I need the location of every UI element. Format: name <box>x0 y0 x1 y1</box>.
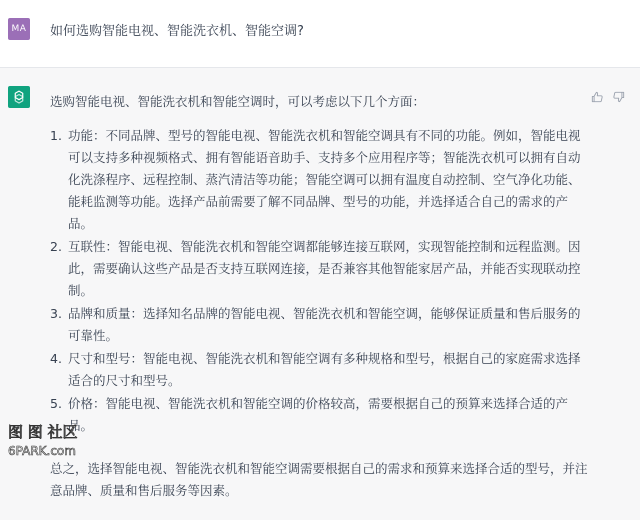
assistant-intro: 选购智能电视、智能洗衣机和智能空调时，可以考虑以下几个方面： <box>50 94 426 109</box>
user-message-row <box>0 0 640 68</box>
user-avatar: MA <box>8 18 30 40</box>
assistant-avatar <box>8 86 30 108</box>
list-item-text: 功能：不同品牌、型号的智能电视、智能洗衣机和智能空调具有不同的功能。例如，智能电视可以支持多种视频格式、拥有智能语音助手、支持多个应用程序等；智能洗衣机可以拥有自动化洗涤程序、远程控制、蒸汽清洁等功能；智能空调可以拥有温度自动控制、空气净化功能、能耗监测等功能。选择产品前需要了解不同品牌、型号的功能，并选择适合自己的需求的产品。 <box>68 128 581 231</box>
list-item-text: 品牌和质量：选择知名品牌的智能电视、智能洗衣机和智能空调，能够保证质量和售后服务的可靠性。 <box>68 306 581 343</box>
list-item-text: 价格：智能电视、智能洗衣机和智能空调的价格较高，需要根据自己的预算来选择合适的产品。 <box>68 396 569 433</box>
list-item-number: 3. <box>50 306 62 321</box>
list-item-number: 1. <box>50 128 62 143</box>
list-item-text: 尺寸和型号：智能电视、智能洗衣机和智能空调有多种规格和型号，根据自己的家庭需求选择适合的尺寸和型号。 <box>68 351 581 388</box>
assistant-summary: 总之，选择智能电视、智能洗衣机和智能空调需要根据自己的需求和预算来选择合适的型号，并注意品牌、质量和售后服务等因素。 <box>50 461 588 498</box>
assistant-list <box>50 125 590 438</box>
openai-logo-icon <box>11 89 27 105</box>
list-item-number: 2. <box>50 239 62 254</box>
thumbs-down-icon[interactable] <box>612 90 626 104</box>
list-item <box>50 236 590 302</box>
watermark-text: 图 图 社区 <box>8 423 78 441</box>
list-item-number: 4. <box>50 351 62 366</box>
assistant-message-row <box>0 68 640 520</box>
list-item-number: 5. <box>50 396 62 411</box>
list-item <box>50 348 590 392</box>
list-item <box>50 125 590 235</box>
feedback-buttons <box>590 90 626 104</box>
list-item <box>50 393 590 437</box>
list-item-text: 互联性：智能电视、智能洗衣机和智能空调都能够连接互联网，实现智能控制和远程监测。因此，需要确认这些产品是否支持互联网连接，是否兼容其他智能家居产品，并能否实现联动控制。 <box>68 239 581 298</box>
thumbs-up-icon[interactable] <box>590 90 604 104</box>
list-item <box>50 303 590 347</box>
user-message-text: 如何选购智能电视、智能洗衣机、智能空调? <box>50 24 304 39</box>
watermark-url: 6PARK.com <box>8 444 76 458</box>
